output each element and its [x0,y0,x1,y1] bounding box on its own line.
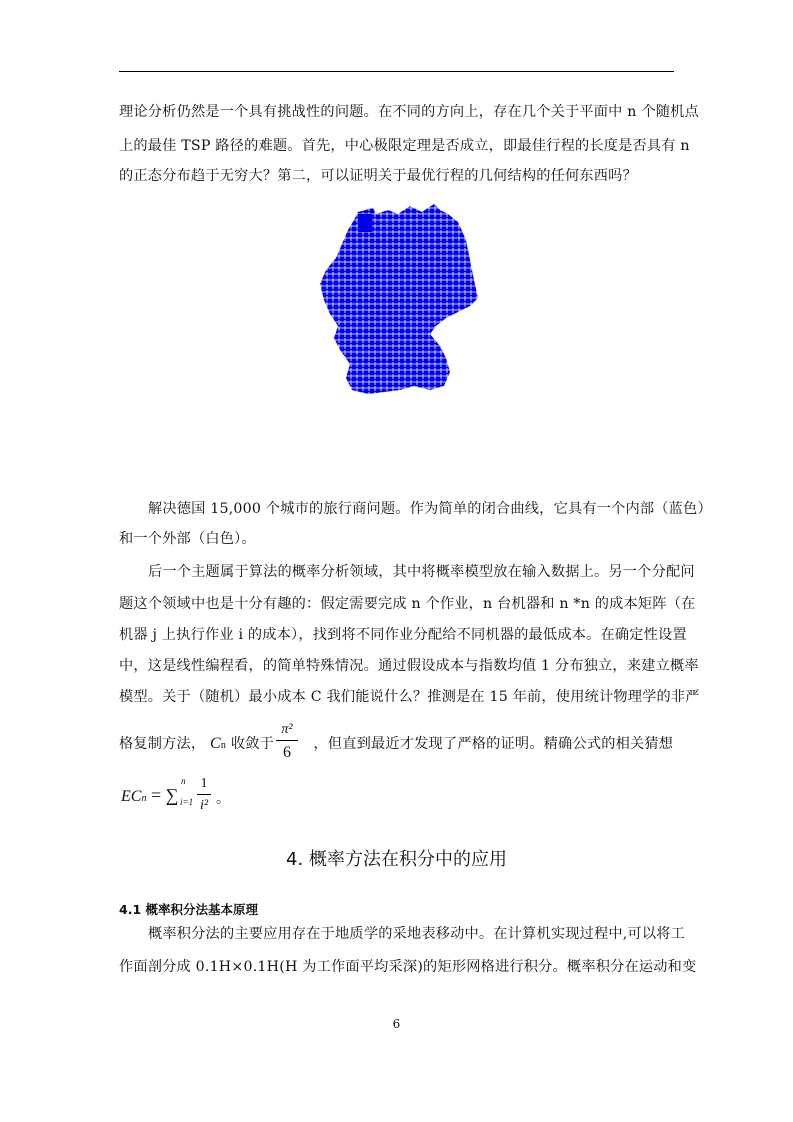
body-line-2: 上的最佳 TSP 路径的难题。首先，中心极限定理是否成立，即最佳行程的长度是否具有 n [119,138,690,154]
ec-subscript: n [141,793,147,804]
highlighted-region [358,214,372,232]
formula-suffix: ，但直到最近才发现了严格的证明。精确公式的相关猜想 [313,736,674,752]
expectation-formula [121,785,178,806]
sum-fraction-bar [197,794,211,795]
sum-denominator: i² [199,798,209,813]
pi-squared-numerator: π² [281,722,293,737]
para2-line-4: 中，这是线性编程看，的简单特殊情况。通过假设成本与指数均值 1 分布独立，来建立概率 [119,658,699,674]
sum-upper-limit: n [181,776,186,786]
formula-end: 。 [216,791,230,807]
body-line-1: 理论分析仍然是一个具有挑战性的问题。在不同的方向上，存在几个关于平面中 n 个随机点 [119,104,699,120]
para2-line-2: 题这个领域中也是十分有趣的：假定需要完成 n 个作业，n 台机器和 n *n 的成本矩阵（在 [119,596,696,612]
para2-line-5: 模型。关于（随机）最小成本 C 我们能说什么？推测是在 15 年前，使用统计物理学的非严 [119,689,700,705]
formula-mid: 收敛于 [230,736,275,752]
body-line-3: 的正态分布趋于无穷大？第二，可以证明关于最优行程的几何结构的任何东西吗？ [119,168,637,184]
page-number: 6 [392,1017,401,1031]
header-rule [119,71,674,72]
sum-numerator: 1 [200,776,208,791]
cn-symbol: C [210,735,221,752]
germany-tsp-map-figure [318,200,483,400]
ec-symbol: EC [121,788,142,805]
figure-caption-line-1: 解决德国 15,000 个城市的旅行商问题。作为简单的闭合曲线，它具有一个内部（蓝色） [148,501,712,517]
figure-caption-line-2: 和一个外部（白色）。 [119,531,256,547]
fraction-bar [276,740,298,741]
sum-sign: = ∑ [146,785,179,805]
section-heading: 4. 概率方法在积分中的应用 [286,849,507,870]
formula-prefix: 格复制方法， [119,736,206,752]
para2-line-3: 机器 j 上执行作业 i 的成本），找到将不同作业分配给不同机器的最低成本。在确定性设置 [119,627,687,643]
subsection-heading: 4.1 概率积分法基本原理 [119,902,258,917]
para3-line-2: 作面剖分成 0.1H×0.1H(H 为工作面平均采深)的矩形网格进行积分。概率积分在运动和变 [119,959,697,975]
six-denominator: 6 [283,744,291,761]
formula-line [119,736,675,752]
germany-outline-shape [320,204,478,394]
sum-lower-limit: i=1 [180,797,194,807]
cn-subscript: n [220,740,227,751]
para2-line-1: 后一个主题属于算法的概率分析领域，其中将概率模型放在输入数据上。另一个分配问 [148,564,695,580]
para3-line-1: 概率积分法的主要应用存在于地质学的采地表移动中。在计算机实现过程中,可以将工 [148,926,686,942]
